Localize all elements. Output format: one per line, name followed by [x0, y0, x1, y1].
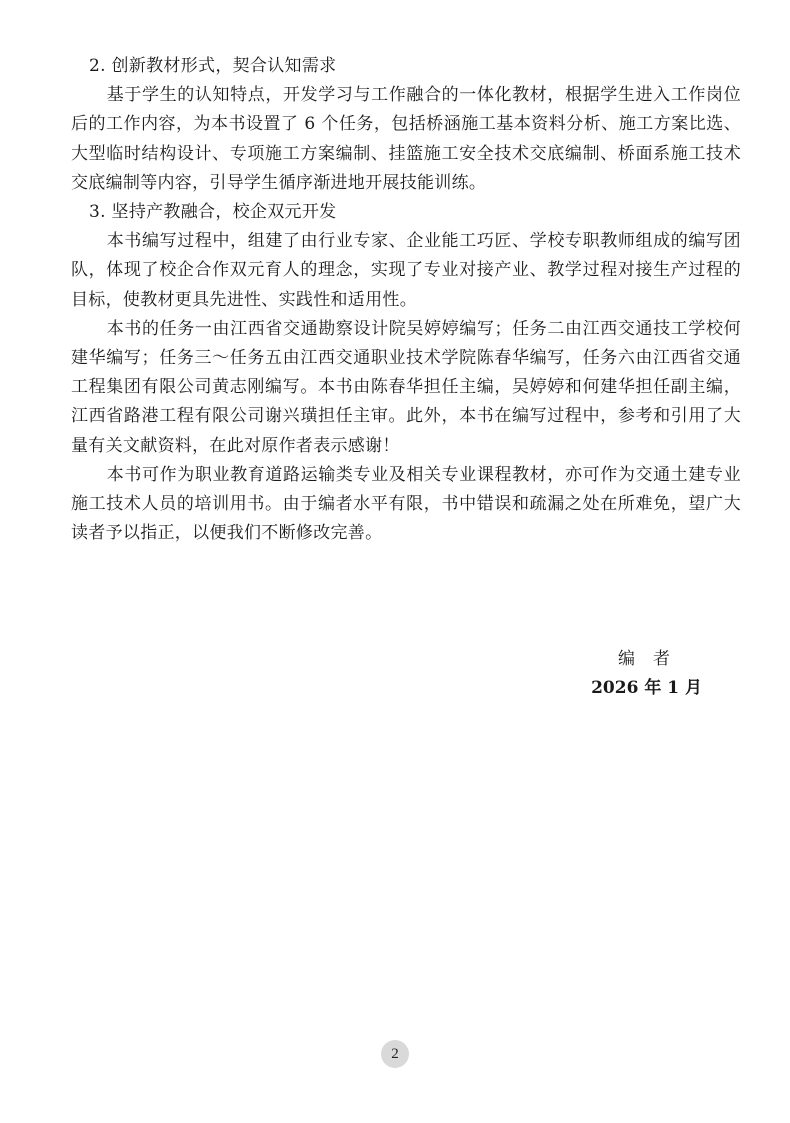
signature-author: 编者: [618, 649, 688, 669]
body-paragraph: 基于学生的认知特点，开发学习与工作融合的一体化教材，根据学生进入工作岗位后的工作内容，为本书设置了 6 个任务，包括桥涵施工基本资料分析、施工方案比选、大型临时结构设计、专项施工方案编制、挂篮施工安全技术交底编制、桥面系施工技术交底编制等内容，引导学生循序渐进地开展技能训练。: [71, 85, 741, 193]
section-heading: 3. 坚持产教融合，校企双元开发: [89, 202, 337, 223]
signature-date: 2026 年 1 月: [591, 678, 702, 698]
body-paragraph: 本书可作为职业教育道路运输类专业及相关专业课程教材，亦可作为交通土建专业施工技术人员的培训用书。由于编者水平有限，书中错误和疏漏之处在所难免，望广大读者予以指正，以便我们不断修改完善。: [71, 464, 741, 544]
section-heading: 2. 创新教材形式，契合认知需求: [89, 56, 337, 76]
body-paragraph: 本书的任务一由江西省交通勘察设计院吴婷婷编写；任务二由江西交通技工学校何建华编写；任务三～任务五由江西交通职业技术学院陈春华编写，任务六由江西省交通工程集团有限公司黄志刚编写。本书由陈春华担任主编，吴婷婷和何建华担任副主编，江西省路港工程有限公司谢兴璜担任主审。此外，本书在编写过程中，参考和引用了大量有关文献资料，在此对原作者表示感谢！: [71, 318, 741, 456]
body-paragraph: 本书编写过程中，组建了由行业专家、企业能工巧匠、学校专职教师组成的编写团队，体现了校企合作双元育人的理念，实现了专业对接产业、教学过程对接生产过程的目标，使教材更具先进性、实践性和适用性。: [71, 231, 741, 310]
preface-body: [71, 52, 741, 548]
signature-block: [542, 645, 702, 703]
page-number: 2: [381, 1040, 409, 1068]
